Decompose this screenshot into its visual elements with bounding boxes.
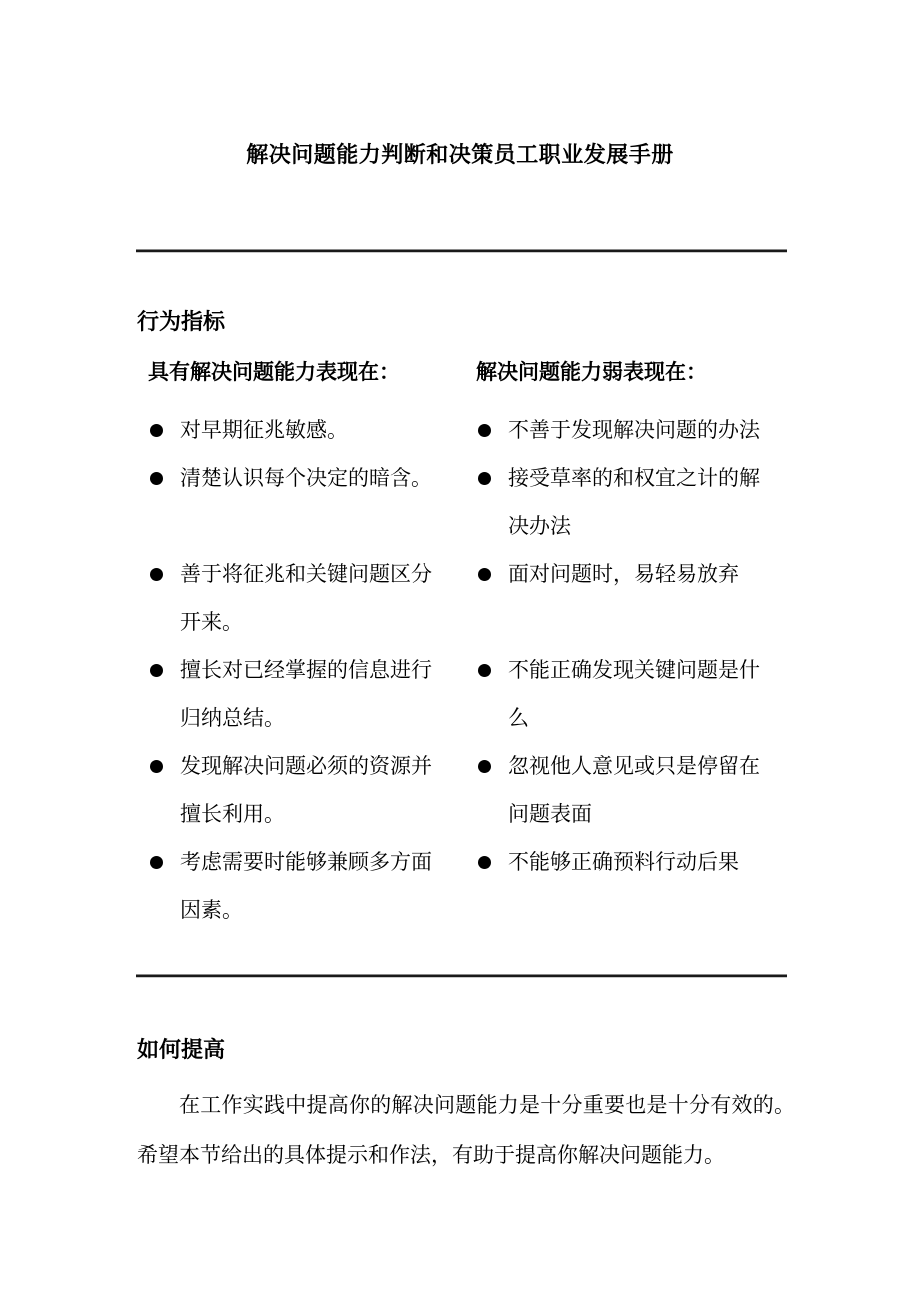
item-text: 考虑需要时能够兼顾多方面因素。	[180, 850, 432, 922]
item-text: 对早期征兆敏感。	[180, 418, 348, 442]
weak-ability-item	[478, 838, 800, 934]
table-row	[150, 550, 800, 646]
item-text: 忽视他人意见或只是停留在问题表面	[508, 754, 760, 826]
weak-ability-item	[478, 454, 800, 550]
table-row	[150, 406, 800, 454]
item-text: 不善于发现解决问题的办法	[508, 418, 760, 442]
horizontal-rule-bottom	[136, 974, 787, 978]
item-text: 善于将征兆和关键问题区分开来。	[180, 562, 432, 634]
how-to-improve-paragraph: 在工作实践中提高你的解决问题能力是十分重要也是十分有效的。希望本节给出的具体提示和作法，有助于提高你解决问题能力。	[137, 1093, 795, 1167]
document-title: 解决问题能力判断和决策员工职业发展手册	[246, 142, 674, 167]
bullet-icon	[478, 760, 491, 773]
strong-ability-item	[150, 550, 478, 646]
strong-ability-item	[150, 454, 478, 550]
strong-ability-item	[150, 646, 478, 742]
how-to-improve-heading: 如何提高	[137, 1037, 226, 1062]
item-text: 擅长对已经掌握的信息进行归纳总结。	[180, 658, 432, 730]
behavior-indicators-heading: 行为指标	[137, 309, 226, 334]
column-header-weak-ability: 解决问题能力弱表现在：	[476, 360, 707, 384]
bullet-icon	[150, 568, 163, 581]
bullet-icon	[150, 472, 163, 485]
item-text: 发现解决问题必须的资源并擅长利用。	[180, 754, 432, 826]
table-row	[150, 742, 800, 838]
weak-ability-item	[478, 550, 800, 646]
bullet-icon	[150, 760, 163, 773]
weak-ability-item	[478, 742, 800, 838]
item-text: 面对问题时，易轻易放弃	[508, 562, 739, 586]
ability-comparison-table	[150, 348, 800, 934]
weak-ability-item	[478, 406, 800, 454]
column-header-strong-ability: 具有解决问题能力表现在：	[148, 360, 400, 384]
bullet-icon	[478, 664, 491, 677]
weak-ability-item	[478, 646, 800, 742]
bullet-icon	[478, 568, 491, 581]
table-row	[150, 646, 800, 742]
item-text: 不能正确发现关键问题是什么	[508, 658, 760, 730]
bullet-icon	[478, 856, 491, 869]
bullet-icon	[150, 664, 163, 677]
strong-ability-item	[150, 406, 478, 454]
horizontal-rule-top	[136, 249, 787, 253]
table-header-row	[150, 348, 800, 396]
table-row	[150, 454, 800, 550]
bullet-icon	[478, 424, 491, 437]
item-text: 清楚认识每个决定的暗含。	[180, 466, 432, 490]
item-text: 接受草率的和权宜之计的解决办法	[508, 466, 760, 538]
table-row	[150, 838, 800, 934]
strong-ability-item	[150, 838, 478, 934]
item-text: 不能够正确预料行动后果	[508, 850, 739, 874]
bullet-icon	[150, 856, 163, 869]
bullet-icon	[478, 472, 491, 485]
bullet-icon	[150, 424, 163, 437]
strong-ability-item	[150, 742, 478, 838]
